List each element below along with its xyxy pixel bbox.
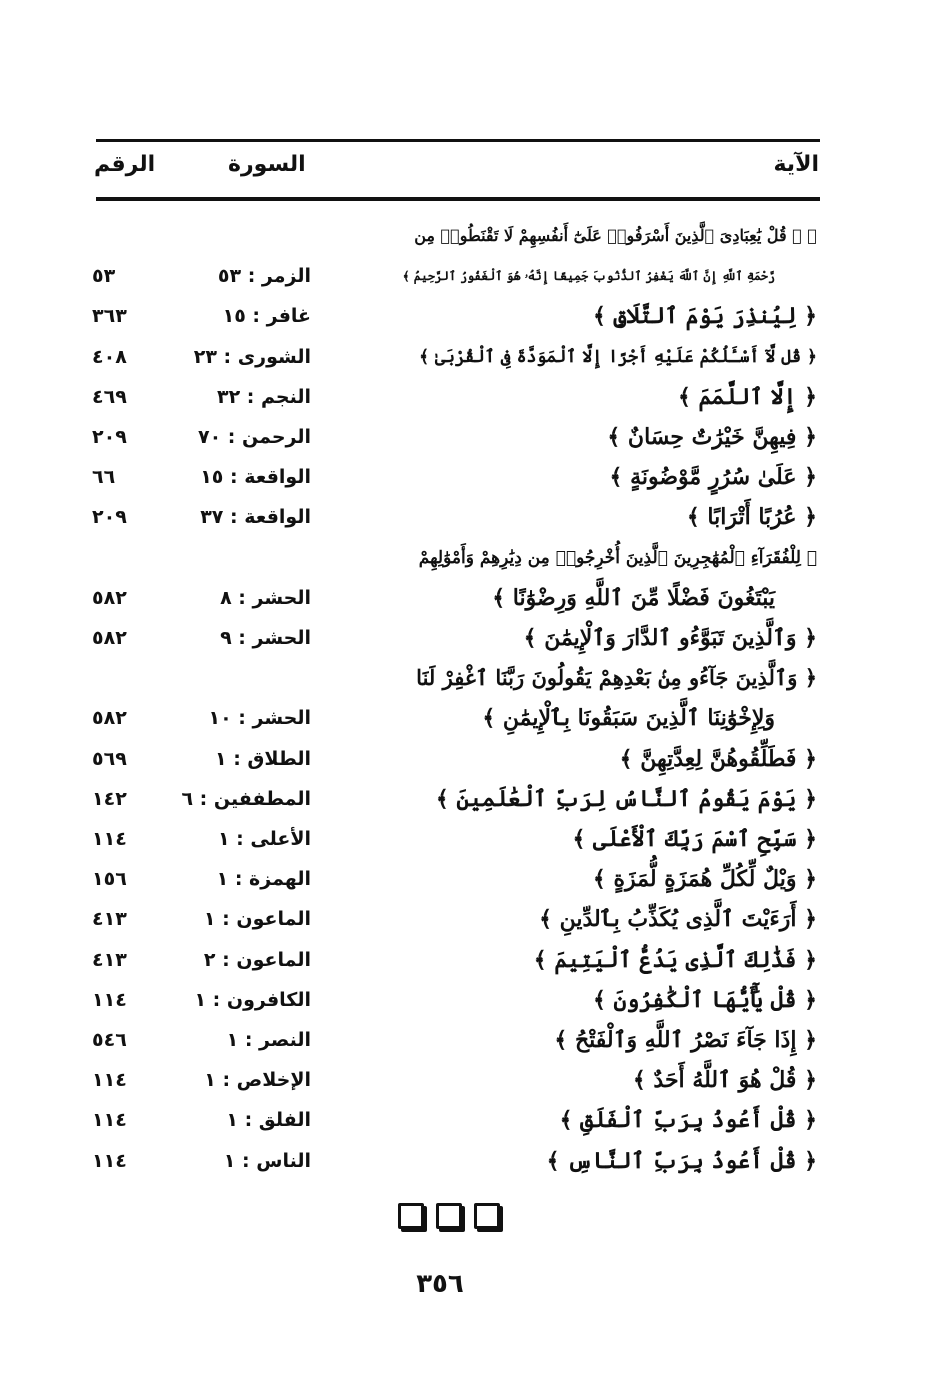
ayah-text: ﴿ فَطَلِّقُوهُنَّ لِعِدَّتِهِنَّ ﴾ bbox=[619, 745, 817, 772]
page-reference-number: ١٥٦ bbox=[92, 868, 127, 891]
table-row bbox=[0, 1020, 939, 1060]
ayah-text: ﴿ قُل لَّآ أَسْـَٔلُكُمْ عَلَيْهِ أَجْرًا إِلَّا ٱلْمَوَدَّةَ فِى ٱلْقُرْبَىٰ ﴾ bbox=[419, 346, 817, 367]
ayah-text: ﴿ قُلْ يَٰٓأَيُّهَا ٱلْكَٰفِرُونَ ﴾ bbox=[593, 986, 817, 1013]
surah-reference: الماعون : ١ bbox=[203, 908, 311, 931]
table-row bbox=[0, 296, 939, 336]
page-reference-number: ٦٦ bbox=[92, 466, 116, 489]
page-reference-number: ١٤٢ bbox=[92, 787, 127, 810]
table-row bbox=[0, 980, 939, 1020]
page-reference-number: ٢٠٩ bbox=[92, 426, 127, 448]
surah-reference: الرحمن : ٧٠ bbox=[197, 426, 311, 448]
page-reference-number: ٥٦٩ bbox=[92, 747, 127, 770]
ayah-text: ﴿ قُلْ هُوَ ٱللَّهُ أَحَدٌ ﴾ bbox=[632, 1067, 817, 1094]
ayah-text: ﴿ لِيُنذِرَ يَوْمَ ٱلتَّلَاقِ ﴾ bbox=[593, 303, 817, 330]
table-row bbox=[0, 698, 939, 738]
surah-reference: الحشر : ٩ bbox=[220, 627, 311, 649]
ayah-text: ﴿ عُرُبًا أَتْرَابًا ﴾ bbox=[686, 504, 817, 531]
page-reference-number: ٥٨٢ bbox=[92, 707, 127, 730]
table-row bbox=[0, 658, 939, 698]
top-rule bbox=[96, 139, 820, 142]
table-row bbox=[0, 1141, 939, 1181]
ornament-box-icon bbox=[436, 1203, 462, 1229]
page-reference-number: ٥٨٢ bbox=[92, 627, 127, 649]
table-row bbox=[0, 1060, 939, 1100]
ayah-text: ﴿ وَٱلَّذِينَ جَآءُو مِنۢ بَعْدِهِمْ يَقُولُونَ رَبَّنَا ٱغْفِرْ لَنَا bbox=[416, 665, 817, 691]
ayah-text: ﴿ فِيهِنَّ خَيْرَٰتٌ حِسَانٌ ﴾ bbox=[607, 424, 817, 450]
ayah-text: ﴿ لِلْفُقَرَآءِ ٱلْمُهَٰجِرِينَ ٱلَّذِينَ أُخْرِجُوا۟ مِن دِيَٰرِهِمْ وَأَمْوَٰلِهِمْ bbox=[418, 547, 817, 568]
table-row bbox=[0, 417, 939, 457]
page-reference-number: ٤٦٩ bbox=[92, 385, 127, 408]
ayah-text: وَلِإِخْوَٰنِنَا ٱلَّذِينَ سَبَقُونَا بِٱلْإِيمَٰنِ ﴾ bbox=[482, 705, 775, 732]
page-reference-number: ٥٨٢ bbox=[92, 586, 127, 609]
page-reference-number: ٤٠٨ bbox=[92, 345, 127, 368]
surah-reference: الحشر : ٨ bbox=[220, 586, 311, 609]
table-row bbox=[0, 618, 939, 658]
table-row bbox=[0, 779, 939, 819]
page-reference-number: ٥٣ bbox=[92, 265, 116, 288]
surah-reference: الناس : ١ bbox=[223, 1149, 311, 1172]
ayah-text: ﴿ ۞ قُلْ يَٰعِبَادِىَ ٱلَّذِينَ أَسْرَفُوا۟ عَلَىٰٓ أَنفُسِهِمْ لَا تَقْنَطُوا۟ مِن bbox=[414, 226, 817, 245]
ayah-text: ﴿ قُلْ أَعُوذُ بِرَبِّ ٱلْفَلَقِ ﴾ bbox=[559, 1107, 817, 1134]
ornament-box-icon bbox=[398, 1203, 424, 1229]
page-reference-number: ٥٤٦ bbox=[92, 1029, 127, 1051]
ayah-text: ﴿ عَلَىٰ سُرُرٍ مَّوْضُونَةٍ ﴾ bbox=[609, 464, 817, 491]
table-row bbox=[0, 216, 939, 256]
surah-reference: الماعون : ٢ bbox=[203, 948, 311, 971]
page-number: ٣٥٦ bbox=[416, 1269, 464, 1299]
page-reference-number: ١١٤ bbox=[92, 1109, 127, 1132]
page-reference-number: ١١٤ bbox=[92, 1069, 127, 1092]
column-header-surah: السورة bbox=[228, 152, 306, 177]
table-row bbox=[0, 899, 939, 939]
surah-reference: الهمزة : ١ bbox=[216, 868, 311, 891]
table-row bbox=[0, 377, 939, 417]
table-row bbox=[0, 940, 939, 980]
table-row bbox=[0, 1100, 939, 1140]
table-row bbox=[0, 256, 939, 296]
page-reference-number: ٤١٣ bbox=[92, 948, 127, 971]
page-reference-number: ٢٠٩ bbox=[92, 506, 127, 529]
surah-reference: الواقعة : ١٥ bbox=[200, 466, 311, 489]
surah-reference: المطففين : ٦ bbox=[181, 787, 311, 810]
ayah-text: ﴿ وَٱلَّذِينَ تَبَوَّءُو ٱلدَّارَ وَٱلْإِيمَٰنَ ﴾ bbox=[523, 625, 817, 651]
ornament-box-icon bbox=[474, 1203, 500, 1229]
ayah-text: ﴿ أَرَءَيْتَ ٱلَّذِى يُكَذِّبُ بِٱلدِّينِ ﴾ bbox=[539, 906, 817, 933]
ayah-text: ﴿ قُلْ أَعُوذُ بِرَبِّ ٱلنَّاسِ ﴾ bbox=[546, 1147, 817, 1174]
table-row bbox=[0, 497, 939, 537]
ayah-text: ﴿ إِلَّا ٱللَّمَمَ ﴾ bbox=[678, 383, 817, 410]
surah-reference: الطلاق : ١ bbox=[214, 747, 311, 770]
table-row bbox=[0, 739, 939, 779]
surah-reference: الزمر : ٥٣ bbox=[217, 265, 311, 288]
ayah-text: ﴿ يَوْمَ يَقُومُ ٱلنَّاسُ لِرَبِّ ٱلْعَٰلَمِينَ ﴾ bbox=[435, 785, 817, 812]
surah-reference: الواقعة : ٣٧ bbox=[200, 506, 311, 529]
ayah-text: ﴿ سَبِّحِ ٱسْمَ رَبِّكَ ٱلْأَعْلَى ﴾ bbox=[572, 826, 817, 852]
ayah-text: ﴿ فَذَٰلِكَ ٱلَّذِى يَدُعُّ ٱلْيَتِيمَ ﴾ bbox=[533, 946, 817, 973]
page-reference-number: ١١٤ bbox=[92, 1149, 127, 1172]
page-reference-number: ١١٤ bbox=[92, 988, 127, 1011]
table-row bbox=[0, 538, 939, 578]
surah-reference: الكافرون : ١ bbox=[194, 988, 311, 1011]
table-row bbox=[0, 337, 939, 377]
page-reference-number: ٣٦٣ bbox=[92, 305, 127, 328]
column-header-number: الرقم bbox=[94, 152, 156, 177]
ayah-text: ﴿ إِذَا جَآءَ نَصْرُ ٱللَّهِ وَٱلْفَتْحُ ﴾ bbox=[554, 1027, 817, 1053]
surah-reference: الفلق : ١ bbox=[226, 1109, 311, 1132]
page-reference-number: ١١٤ bbox=[92, 828, 127, 850]
ayah-text: يَبْتَغُونَ فَضْلًا مِّنَ ٱللَّهِ وَرِضْوَٰنًا ﴾ bbox=[492, 584, 775, 611]
surah-reference: الإخلاص : ١ bbox=[204, 1069, 311, 1092]
table-row bbox=[0, 457, 939, 497]
header-rule bbox=[96, 197, 820, 201]
ayah-text: ﴿ وَيْلٌ لِّكُلِّ هُمَزَةٍ لُّمَزَةٍ ﴾ bbox=[592, 866, 817, 893]
surah-reference: الأعلى : ١ bbox=[217, 828, 311, 850]
table-row bbox=[0, 578, 939, 618]
end-of-section-ornament bbox=[398, 1203, 500, 1229]
surah-reference: النجم : ٣٢ bbox=[216, 385, 311, 408]
surah-reference: غافر : ١٥ bbox=[222, 305, 311, 328]
column-header-ayah: الآية bbox=[773, 152, 819, 177]
table-row bbox=[0, 819, 939, 859]
surah-reference: النصر : ١ bbox=[226, 1029, 311, 1051]
table-row bbox=[0, 859, 939, 899]
surah-reference: الشورى : ٢٣ bbox=[193, 345, 311, 368]
ayah-text: رَّحْمَةِ ٱللَّهِ إِنَّ ٱللَّهَ يَغْفِرُ ٱلذُّنُوبَ جَمِيعًا إِنَّهُۥ هُوَ ٱلْغَفُورُ ٱلرَّحِيمُ ﴾ bbox=[402, 269, 775, 284]
surah-reference: الحشر : ١٠ bbox=[208, 707, 311, 730]
page-reference-number: ٤١٣ bbox=[92, 908, 127, 931]
